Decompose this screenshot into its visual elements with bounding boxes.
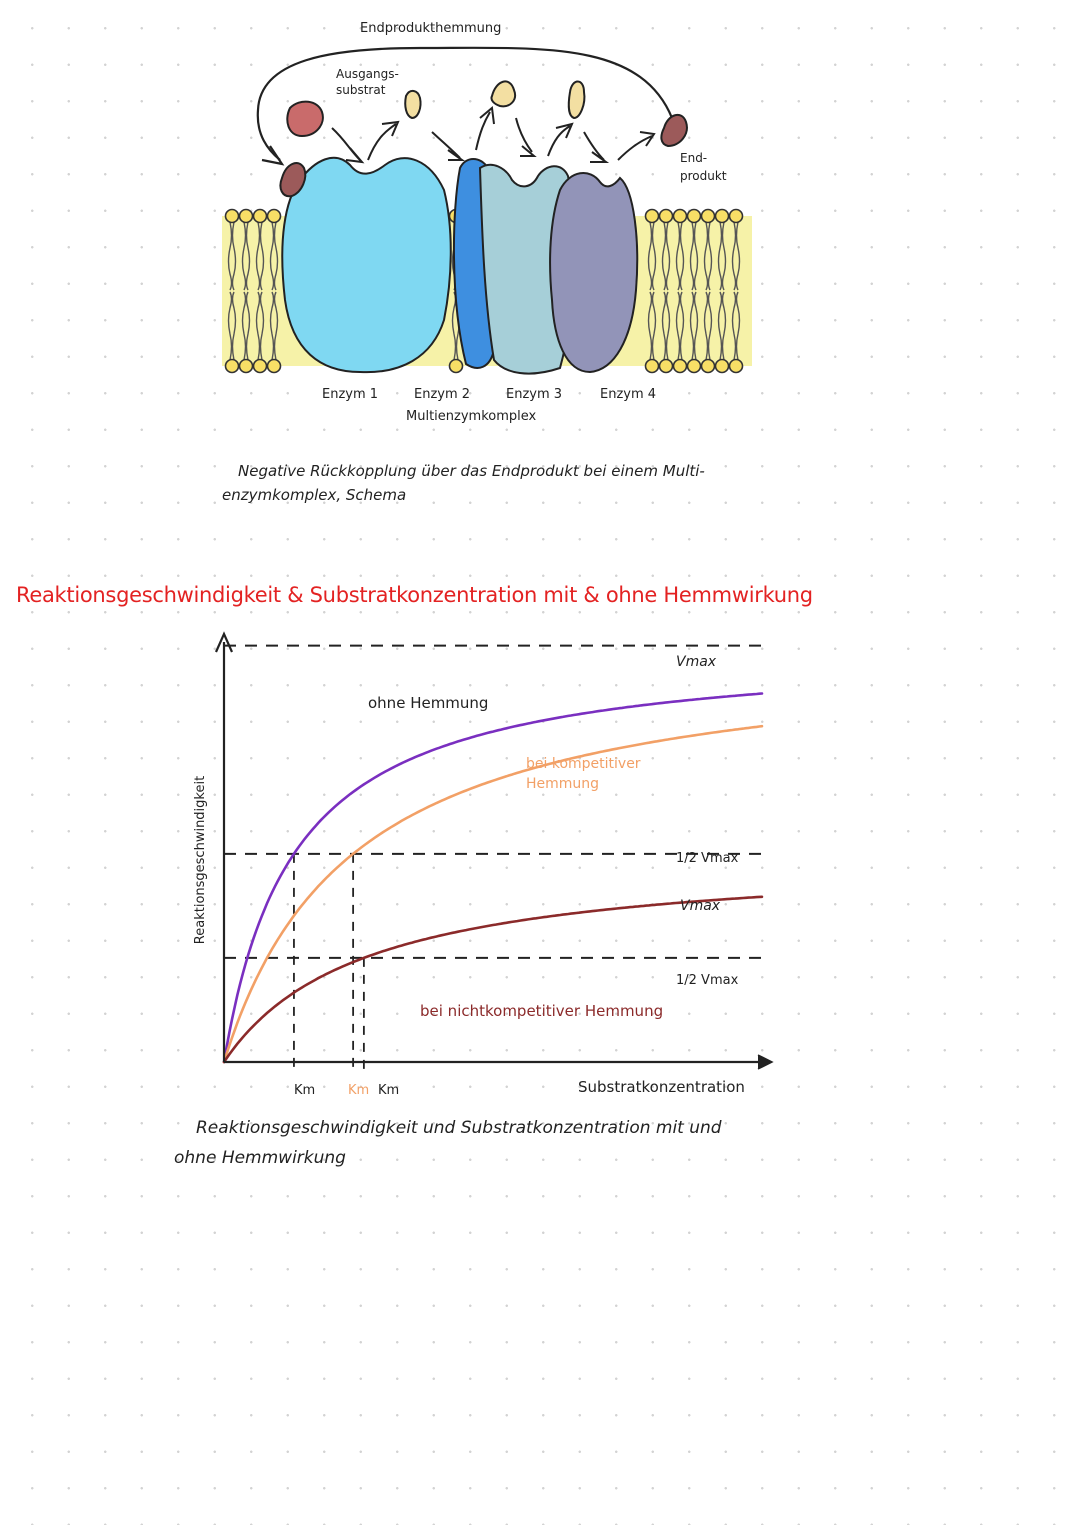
chart-caption-line-1: Reaktionsgeschwindigkeit und Substratkonzentration mit und — [196, 1118, 722, 1138]
substrate-label-2: substrat — [336, 83, 386, 97]
series-label-no-inhibition: ohne Hemmung — [368, 694, 489, 712]
substrate-label-1: Ausgangs- — [336, 67, 399, 81]
feedback-label: Endprodukthemmung — [360, 21, 502, 36]
chart-caption-line-2: ohne Hemmwirkung — [174, 1148, 346, 1168]
series-label-competitive-1: bei kompetitiver — [526, 756, 641, 772]
ref-label-vmax-1: Vmax — [676, 654, 717, 670]
enzyme-4-label: Enzym 4 — [600, 387, 657, 402]
endproduct-label-1: End- — [680, 151, 708, 165]
enzyme-3-label: Enzym 3 — [506, 387, 563, 402]
reference-labels — [676, 654, 739, 988]
complex-label: Multienzymkomplex — [406, 409, 537, 424]
km-labels — [294, 1083, 399, 1098]
km-label-competitive: Km — [348, 1083, 370, 1098]
x-axis-label: Substratkonzentration — [578, 1078, 745, 1096]
km-label-no-inhibition: Km — [294, 1083, 316, 1098]
section-title: Reaktionsgeschwindigkeit & Substratkonzentration mit & ohne Hemmwirkung — [16, 583, 813, 607]
enzyme-1-label: Enzym 1 — [322, 387, 379, 402]
ref-label-half-vmax-2: 1/2 Vmax — [676, 973, 739, 988]
km-label-noncompetitive: Km — [378, 1083, 400, 1098]
endproduct-label-2: produkt — [680, 169, 727, 183]
series-labels — [368, 694, 663, 1020]
diagram-caption-line-1: Negative Rückkopplung über das Endprodukt bei einem Multi- — [238, 462, 705, 480]
series-label-noncompetitive: bei nichtkompetitiver Hemmung — [420, 1002, 664, 1020]
y-axis-label: Reaktionsgeschwindigkeit — [193, 775, 208, 945]
ref-label-half-vmax-1: 1/2 Vmax — [676, 851, 739, 866]
series-label-competitive-2: Hemmung — [526, 776, 600, 792]
diagram-caption-line-2: enzymkomplex, Schema — [222, 486, 407, 504]
enzyme-2-label: Enzym 2 — [414, 387, 471, 402]
ref-label-vmax-2: Vmax — [680, 898, 721, 914]
x-axis-arrow — [758, 1055, 772, 1069]
